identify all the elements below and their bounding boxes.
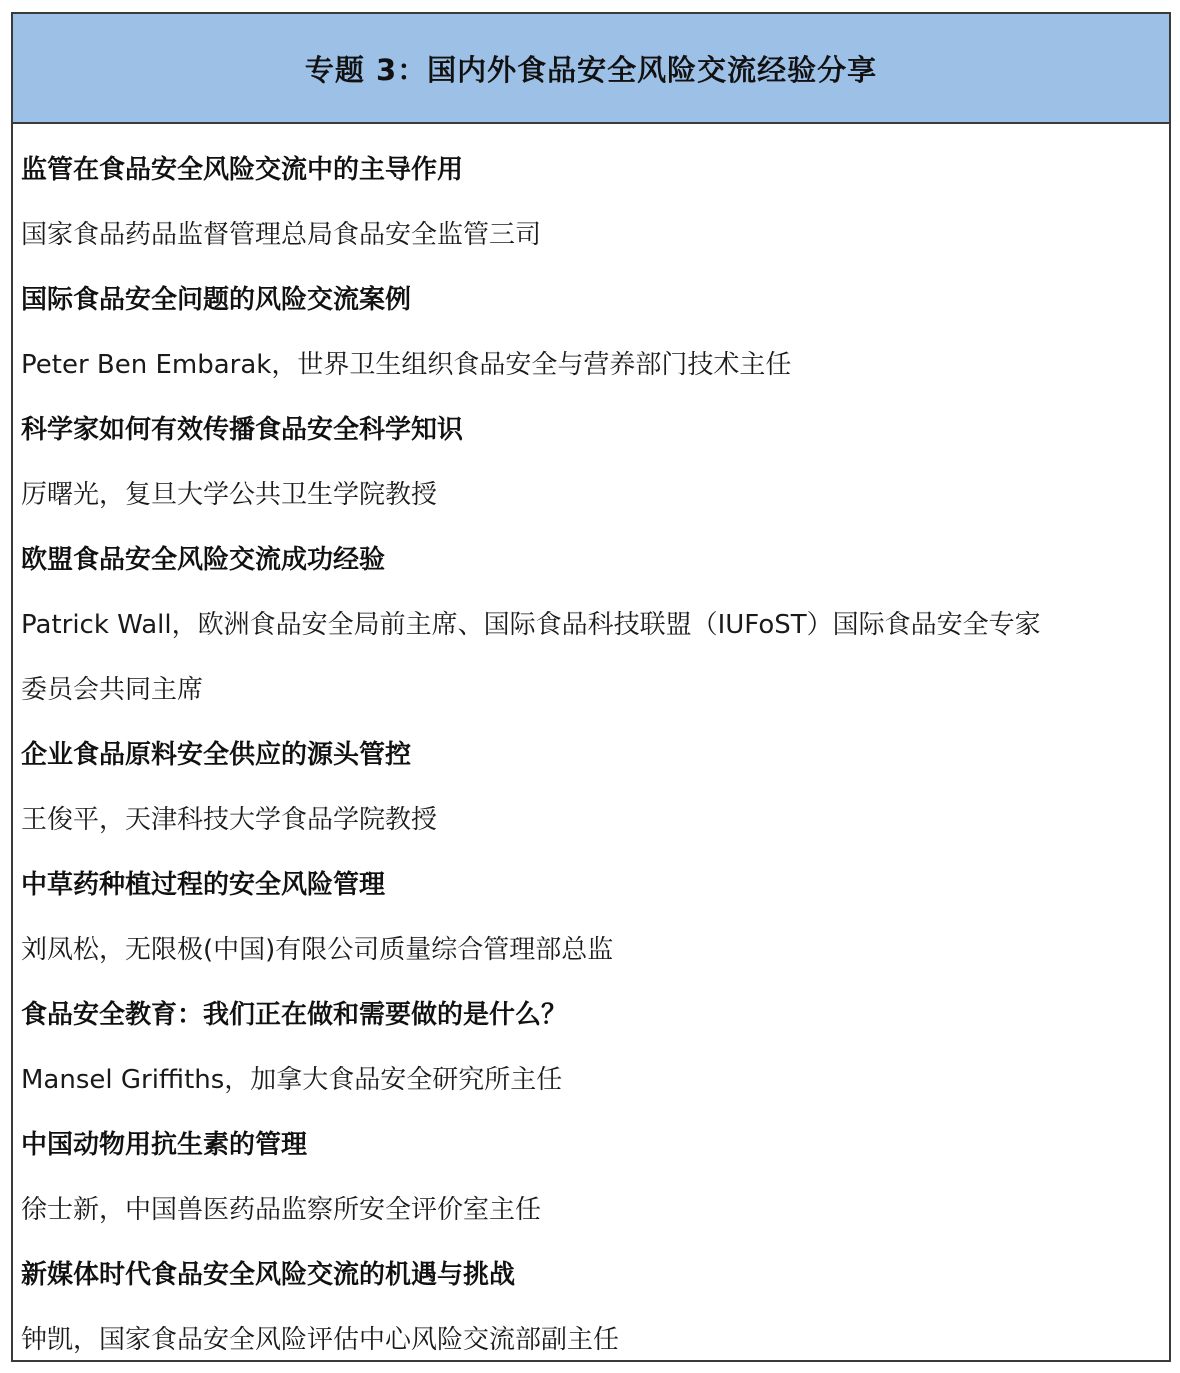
session-list xyxy=(13,124,1169,1373)
topic-title: 新媒体时代食品安全风险交流的机遇与挑战 xyxy=(21,1260,516,1290)
session-table xyxy=(11,12,1171,1362)
speaker-info: Peter Ben Embarak，世界卫生组织食品安全与营养部门技术主任 xyxy=(21,350,792,380)
session-title: 专题 3：国内外食品安全风险交流经验分享 xyxy=(304,52,878,87)
speaker-info: 刘凤松，无限极(中国)有限公司质量综合管理部总监 xyxy=(21,935,614,965)
topic-title: 科学家如何有效传播食品安全科学知识 xyxy=(21,415,464,445)
topic-title: 国际食品安全问题的风险交流案例 xyxy=(21,285,412,315)
speaker-info: 国家食品药品监督管理总局食品安全监管三司 xyxy=(21,220,542,250)
topic-title: 监管在食品安全风险交流中的主导作用 xyxy=(21,155,464,185)
table-header xyxy=(13,14,1169,124)
speaker-info: 徐士新，中国兽医药品监察所安全评价室主任 xyxy=(21,1195,542,1225)
topic-title: 中国动物用抗生素的管理 xyxy=(21,1130,308,1160)
speaker-info: Mansel Griffiths，加拿大食品安全研究所主任 xyxy=(21,1065,563,1095)
speaker-info-continued: 委员会共同主席 xyxy=(21,675,204,705)
topic-title: 企业食品原料安全供应的源头管控 xyxy=(21,740,412,770)
topic-title: 中草药种植过程的安全风险管理 xyxy=(21,870,386,900)
speaker-info: Patrick Wall，欧洲食品安全局前主席、国际食品科技联盟（IUFoST）国际食品安全专家 xyxy=(21,610,1041,640)
topic-title: 食品安全教育：我们正在做和需要做的是什么？ xyxy=(21,1000,568,1030)
speaker-info: 钟凯，国家食品安全风险评估中心风险交流部副主任 xyxy=(21,1325,620,1355)
speaker-info: 王俊平，天津科技大学食品学院教授 xyxy=(21,805,438,835)
speaker-info: 厉曙光，复旦大学公共卫生学院教授 xyxy=(21,480,438,510)
topic-title: 欧盟食品安全风险交流成功经验 xyxy=(21,545,386,575)
